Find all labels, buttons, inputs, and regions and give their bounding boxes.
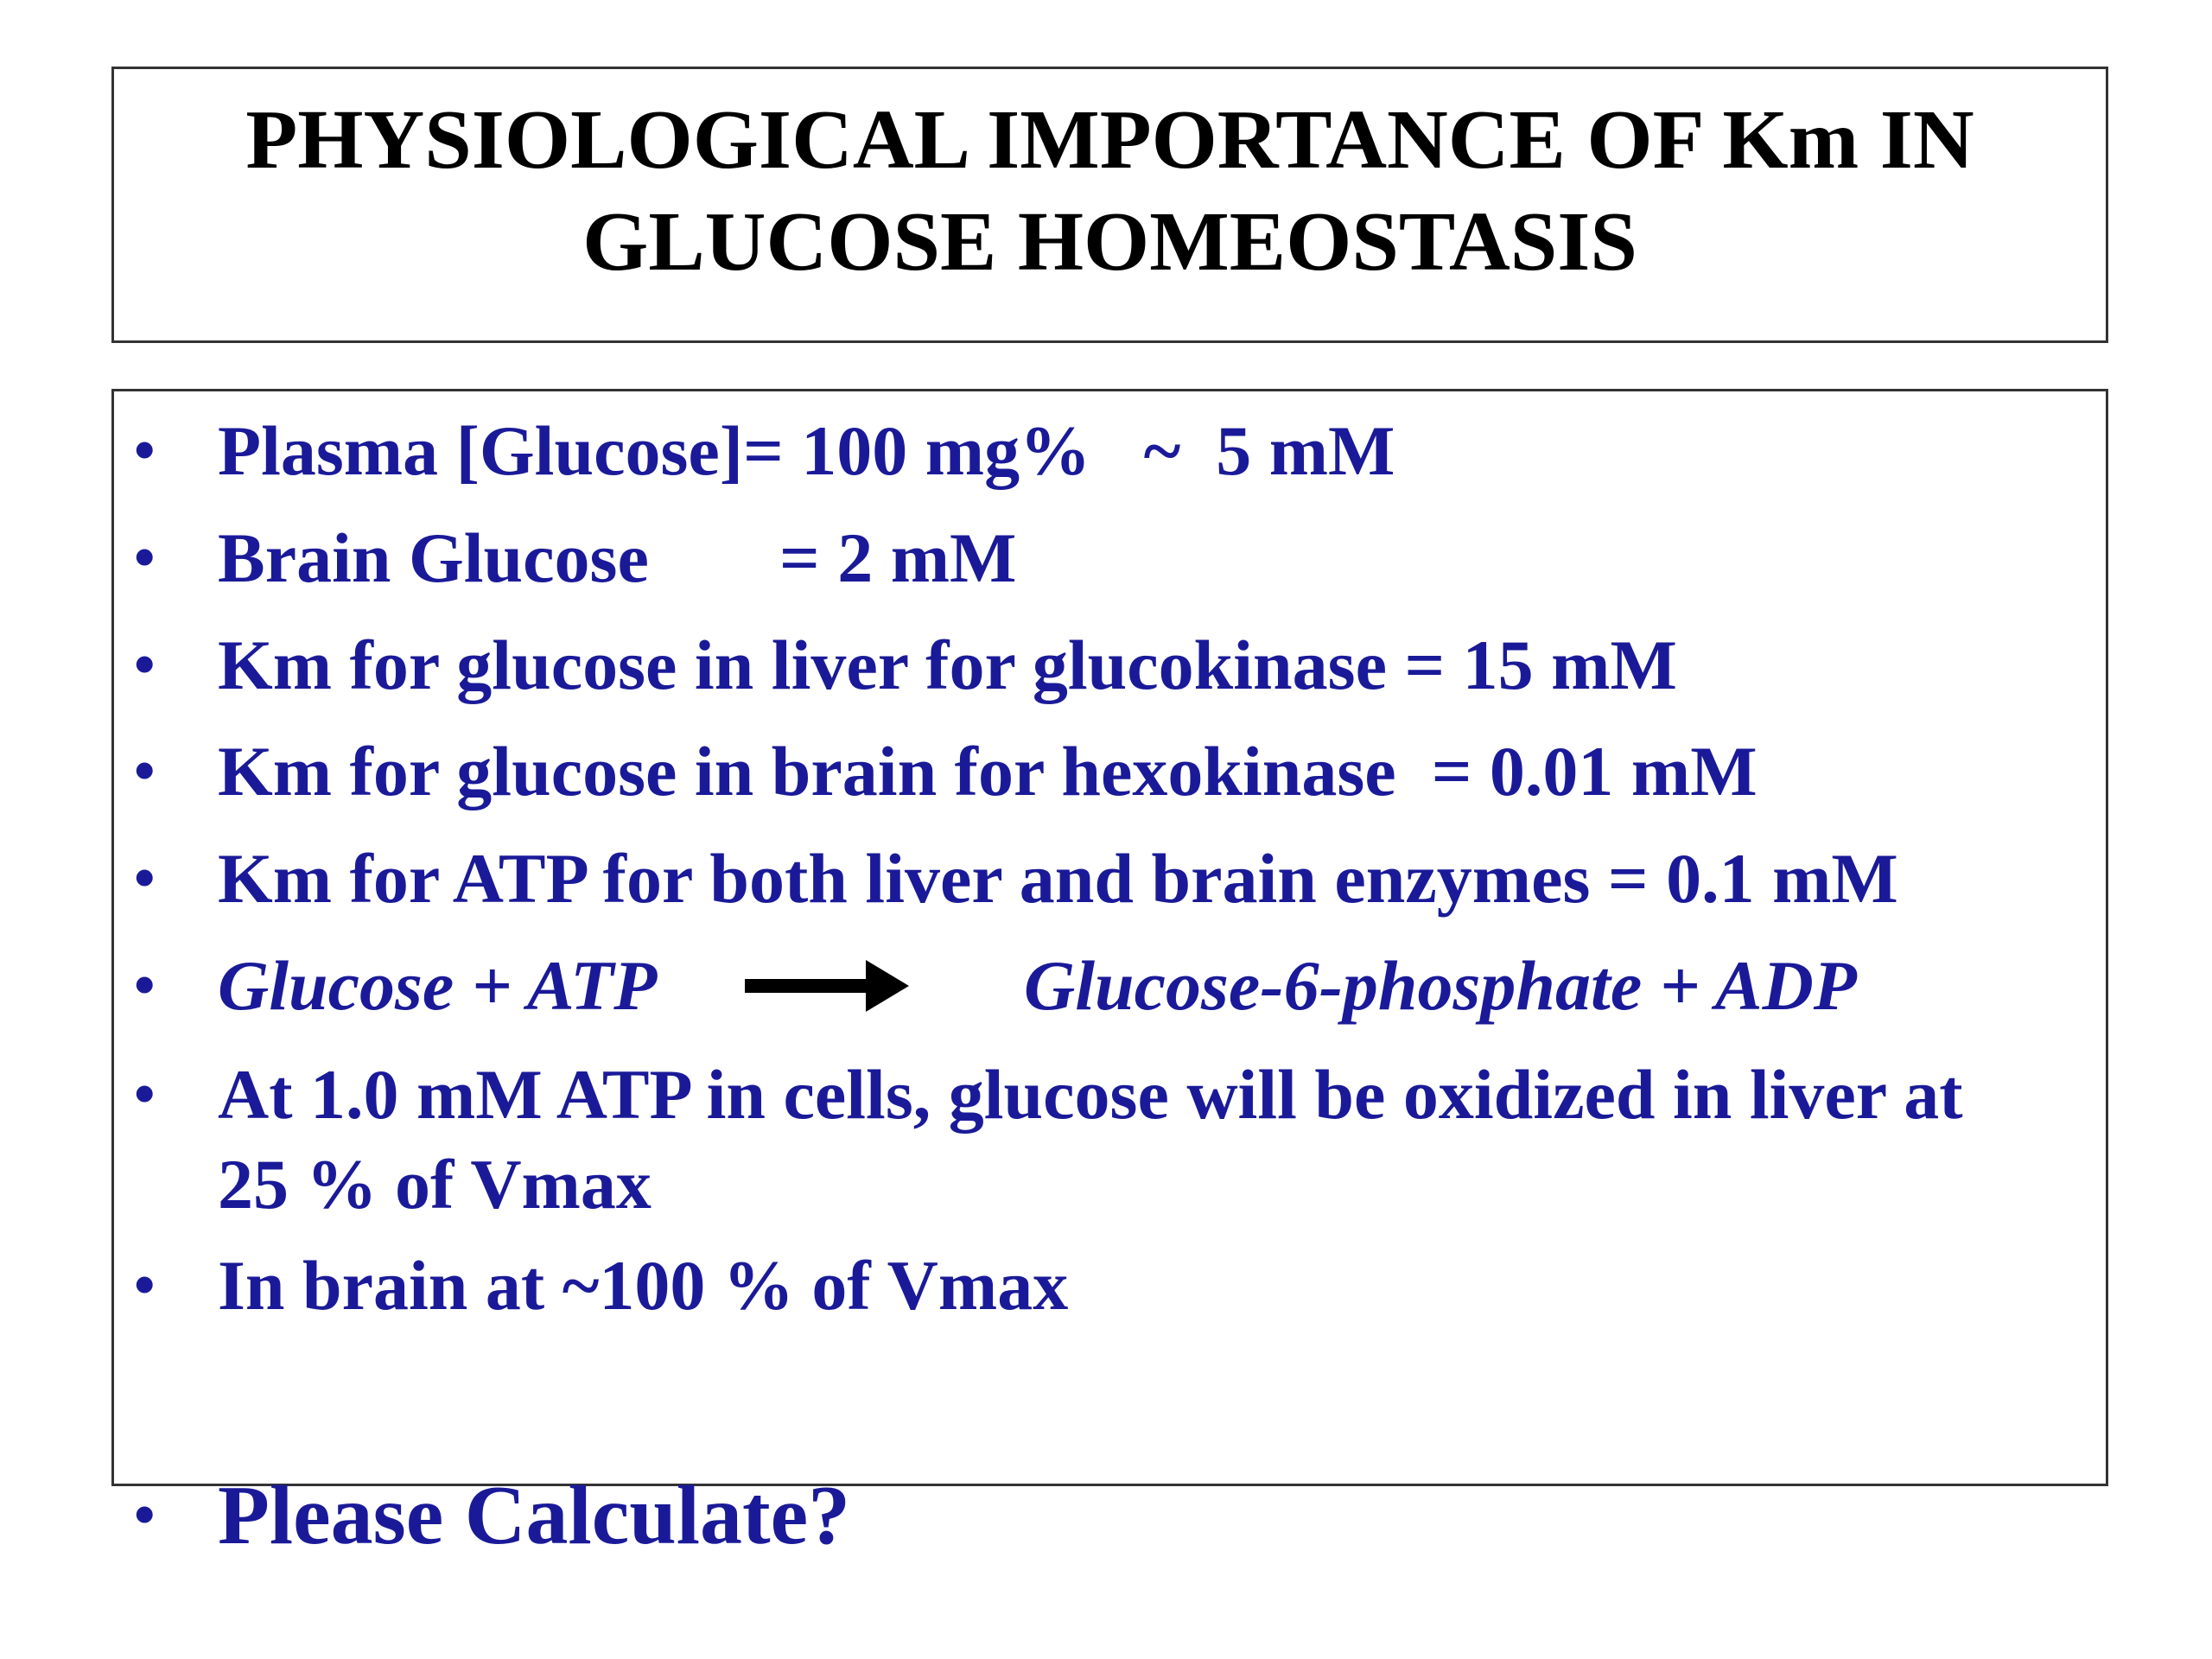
bullet-please-calculate: [0, 1464, 2212, 1567]
bullet-dot: •: [134, 524, 156, 591]
right-arrow-icon: [745, 943, 909, 1029]
bullet-text-line-2: 25 % of Vmax: [218, 1145, 652, 1224]
bullet-text: [218, 1050, 2119, 1230]
bullet-dot: •: [134, 417, 156, 484]
title-box: [111, 67, 2108, 343]
bullet-dot: •: [134, 738, 156, 804]
title-line-2: GLUCOSE HOMEOSTASIS: [582, 195, 1637, 289]
bullet-dot: •: [134, 952, 156, 1019]
bullet-brain-rate: [0, 1243, 2212, 1329]
bullet-text: Km for glucose in brain for hexokinase = 0.01 mM: [218, 732, 1758, 810]
bullet-plasma-glucose: [0, 408, 2212, 494]
bullet-value: = 2 mM: [779, 518, 1017, 597]
slide-title: [114, 69, 2106, 293]
bullet-text: In brain at ~100 % of Vmax: [218, 1246, 1069, 1325]
reaction-products: Glucose-6-phosphate + ADP: [1024, 946, 1857, 1025]
bullet-dot: •: [134, 1482, 156, 1548]
bullet-dot: •: [134, 845, 156, 912]
bullet-text: Km for ATP for both liver and brain enzymes = 0.1 mM: [218, 839, 1898, 918]
bullet-text-line-1: At 1.0 mM ATP in cells, glucose will be oxidized in liver at: [218, 1055, 1963, 1134]
bullet-dot: •: [134, 1061, 156, 1128]
bullet-dot: •: [134, 632, 156, 698]
title-line-1: PHYSIOLOGICAL IMPORTANCE OF Km IN: [245, 93, 1974, 187]
bullet-text: Please Calculate?: [218, 1469, 851, 1562]
bullet-dot: •: [134, 1252, 156, 1319]
bullet-text: Km for glucose in liver for glucokinase = 15 mM: [218, 626, 1677, 704]
bullet-reaction: [0, 943, 2212, 1029]
bullet-text: Plasma [Glucose]= 100 mg% ~ 5 mM: [218, 411, 1395, 490]
bullet-brain-glucose: [0, 515, 2212, 601]
reaction-reactants: Glucose + ATP: [218, 946, 658, 1025]
bullet-liver-rate: [0, 1050, 2212, 1231]
bullet-label: Brain Glucose: [218, 518, 649, 597]
bullet-km-brain: [0, 728, 2212, 815]
bullet-km-liver: [0, 622, 2212, 709]
bullet-km-atp: [0, 836, 2212, 922]
